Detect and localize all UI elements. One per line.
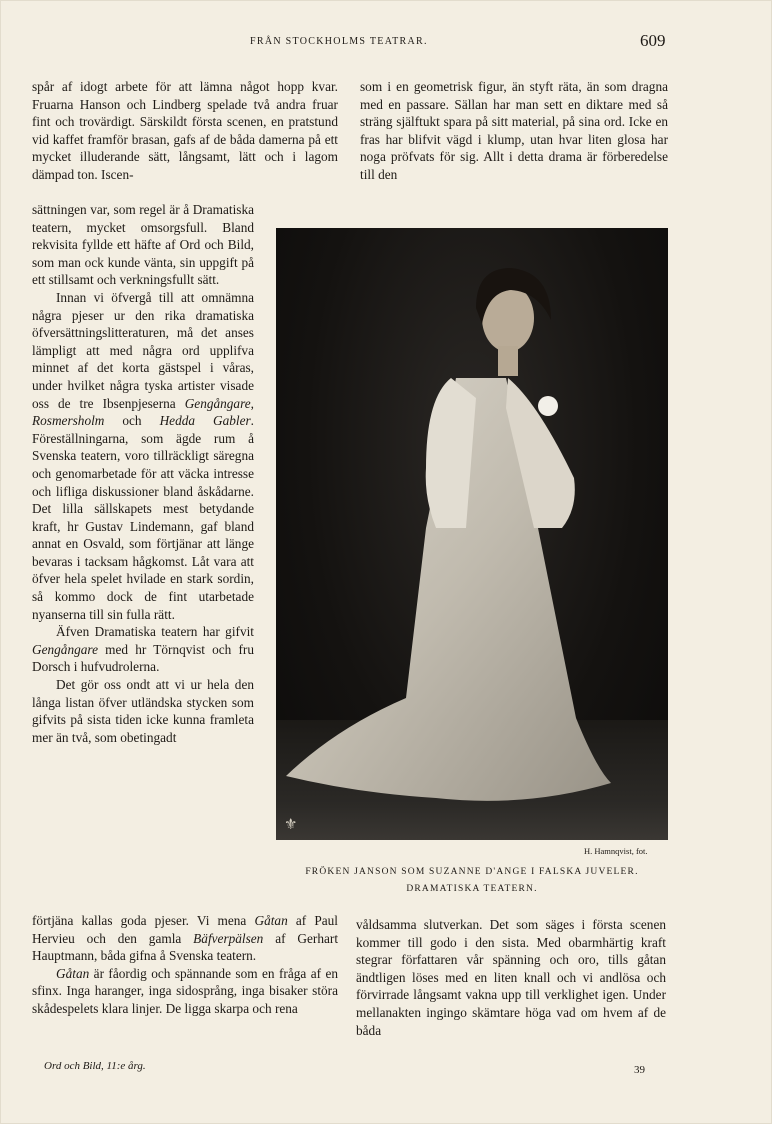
fleur-de-lis-icon: ⚜	[284, 817, 298, 833]
paragraph: sättningen var, som regel är å Dramatiska teatern, mycket omsorgsfull. Bland rekvisita fyllde ett häfte af Ord och Bild, som man ock kunde vänta, sin uppgift på ett stillsamt och verkningsfullt sätt.	[32, 202, 254, 288]
play-title: Gengångare	[184, 395, 251, 411]
portrait-photograph	[276, 228, 668, 840]
paragraph: Äfven Dramatiska teatern har gifvit Gengångare med hr Törnqvist och fru Dorsch i hufvudrolerna.	[32, 624, 255, 675]
paragraph: spår af idogt arbete för att lämna något hopp kvar. Fruarna Hanson och Lindberg spelade två andra fruar fint och trovärdigt. Särskildt första scenen, en pratstund vid kaffet framför brasan, gafs af de båda damerna på ett mycket illuderande sätt, långsamt, lätt och i lagom dämpad ton. Iscen-	[32, 79, 338, 182]
paragraph: som i en geometrisk figur, än styft räta, än som dragna med en passare. Sällan har man sett en diktare med så sträng själftukt spara på sitt material, på sina ord. Icke en fras har blifvit vägd i klump, utan hvar liten glosa har noga pröfvats för sig. Allt i detta drama är förberedelse till den	[360, 79, 668, 182]
footer-journal: Ord och Bild, 11:e årg.	[44, 1060, 146, 1072]
left-column-bottom	[32, 912, 338, 1018]
figure-silhouette	[276, 228, 668, 840]
paragraph: Det gör oss ondt att vi ur hela den långa listan öfver utländska stycken som gifvits på sista tiden icke kunna framleta mer än två, som obetingadt	[32, 677, 254, 745]
play-title: Gengångare	[32, 641, 98, 657]
right-column-top	[360, 78, 668, 184]
photographer-credit: H. Hamnqvist, fot.	[584, 846, 648, 856]
right-column-bottom	[356, 916, 666, 1039]
left-column-top	[32, 78, 338, 184]
play-title: Gåtan	[56, 965, 90, 981]
paragraph: förtjäna kallas goda pjeser. Vi mena Gåtan af Paul Hervieu och den gamla Bäfverpälsen af Gerhart Hauptmann, båda gifna å Svenska teatern.	[32, 913, 339, 964]
paragraph: Innan vi öfvergå till att omnämna några pjeser ur den rika dramatiska öfversättningslitteraturen, må det anses lämpligt att med några ord upplifva minnet af det korta gästspel i våras, under hvilket några tyska artister visade oss de tre Ibsenpjeserna Gengångare, Rosmersholm och Hedda Gabler. Föreställningarna, som ägde rum å Svenska teatern, voro tillräckligt säregna och genomarbetade för att väcka intresse och lifliga diskussioner bland åskådarne. Det lilla sällskapets mest betydande kraft, hr Gustav Lindemann, gaf bland annat en Osvald, som förtjänar att länge bevaras i tacksam hågkomst. Låt vara att öfver hela spelet hvilade en stark sordin, så kommo dock de fint utarbetade nyanserna till sin fulla rätt.	[32, 289, 254, 622]
running-title: FRÅN STOCKHOLMS TEATRAR.	[250, 36, 428, 47]
left-column-narrow	[32, 201, 254, 746]
play-title: Hedda Gabler	[159, 413, 251, 429]
caption-line: FRÖKEN JANSON SOM SUZANNE D'ANGE I FALSKA JUVELER.	[305, 867, 639, 877]
page-number: 609	[640, 31, 666, 50]
play-title: Rosmersholm	[32, 413, 105, 429]
play-title: Gåtan	[254, 913, 288, 928]
footer-signature: 39	[634, 1064, 645, 1076]
page-header	[0, 31, 772, 52]
paragraph: Gåtan är fåordig och spännande som en fråga af en sfinx. Inga haranger, inga sidosprång, inga bisaker störa skådespelets klara linjer. De ligga skarpa och rena	[32, 965, 338, 1016]
play-title: Bäfverpälsen	[193, 930, 264, 946]
caption-line: DRAMATISKA TEATERN.	[406, 884, 538, 894]
paragraph: våldsamma slutverkan. Det som säges i första scenen kommer till godo i den sista. Med obarmhärtig kraft stegrar författaren vår spänning och oro, tills gåtan ändtligen löses med en liten knall och vi andlösa och förvirrade långsamt vakna upp till verklighet igen. Under mellanakten ingingo skämtare höga vad om hvem af de båda	[356, 917, 666, 1038]
figure-caption	[276, 864, 668, 898]
